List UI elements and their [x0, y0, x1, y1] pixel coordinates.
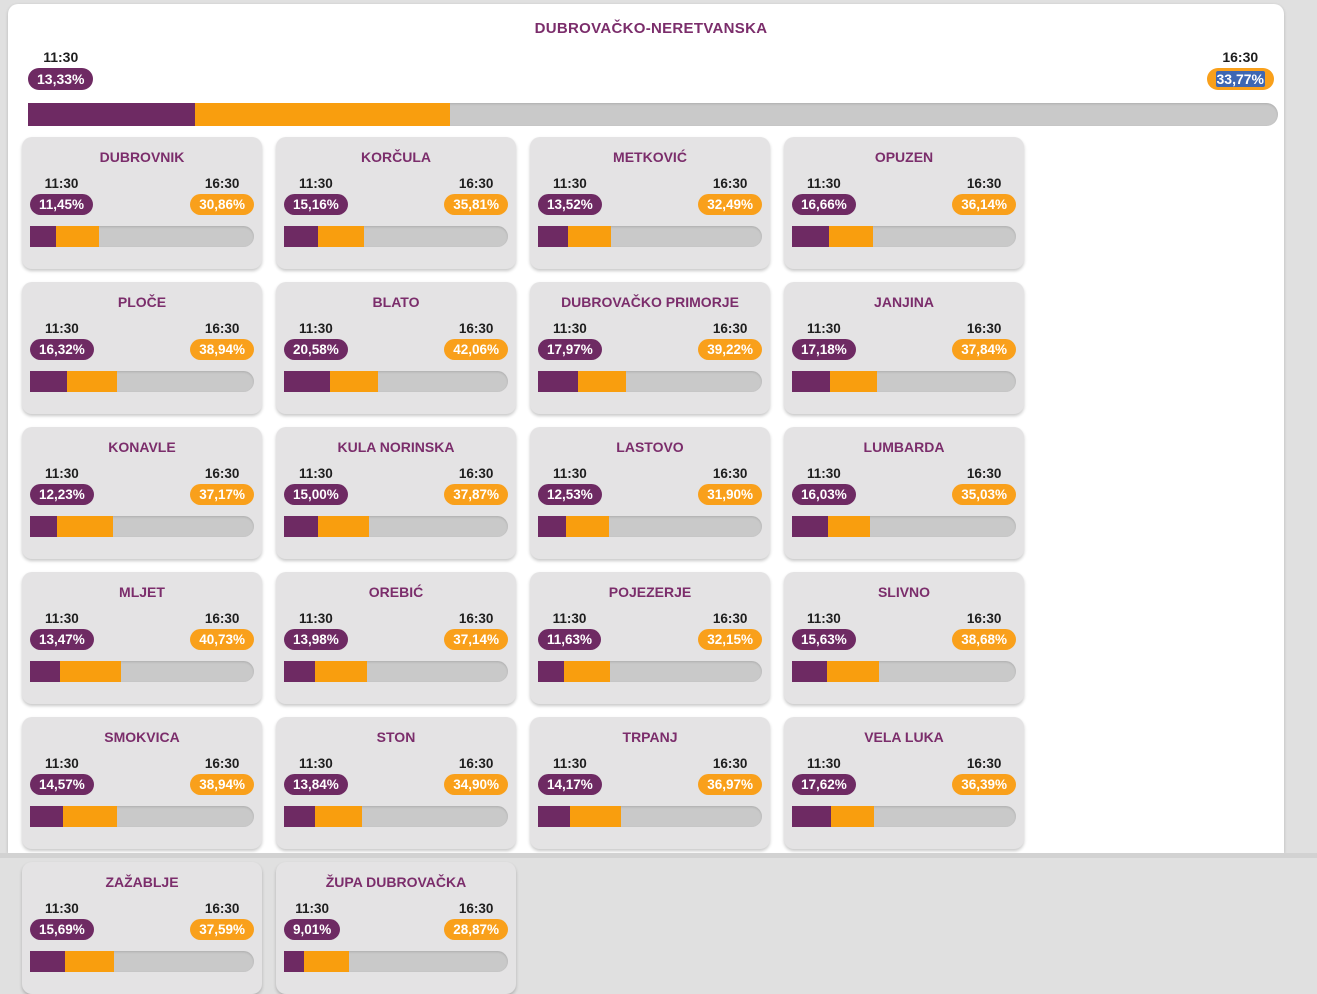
- municipality-name: JANJINA: [874, 294, 934, 310]
- region-turnout-bar-late-fill: [195, 103, 451, 126]
- municipality-card[interactable]: [530, 282, 770, 414]
- turnout-bar-track: [30, 226, 254, 247]
- municipality-name: KORČULA: [361, 149, 431, 165]
- turnout-bar-late-fill: [318, 226, 364, 247]
- municipality-name: SLIVNO: [877, 584, 931, 600]
- card-early-block: [792, 321, 856, 360]
- municipality-card[interactable]: [530, 572, 770, 704]
- turnout-bar-late-fill: [831, 806, 873, 827]
- time-early-label: 11:30: [552, 611, 587, 626]
- card-late-block: [698, 466, 762, 505]
- municipality-name: KULA NORINSKA: [337, 439, 455, 455]
- turnout-bar-track: [284, 226, 508, 247]
- turnout-bar-early-fill: [538, 226, 568, 247]
- municipality-card[interactable]: [784, 572, 1024, 704]
- municipality-name: ZAŽABLJE: [105, 874, 179, 890]
- turnout-bar-early-fill: [30, 371, 67, 392]
- card-early-block: [792, 176, 856, 215]
- turnout-late-badge: 32,49%: [698, 194, 762, 215]
- turnout-bar-early-fill: [792, 661, 827, 682]
- turnout-late-badge: 37,17%: [190, 484, 254, 505]
- turnout-late-badge: 32,15%: [698, 629, 762, 650]
- turnout-bar-late-fill: [830, 371, 876, 392]
- turnout-bar-late-fill: [304, 951, 348, 972]
- card-late-block: [952, 466, 1016, 505]
- time-late-label: 16:30: [204, 611, 240, 626]
- time-late-label: 16:30: [712, 466, 748, 481]
- municipality-card[interactable]: [22, 572, 262, 704]
- card-time-row: [792, 466, 1016, 505]
- turnout-late-badge: 36,97%: [698, 774, 762, 795]
- time-early-label: 11:30: [553, 176, 587, 191]
- turnout-bar-early-fill: [792, 226, 829, 247]
- turnout-bar-early-fill: [538, 806, 570, 827]
- turnout-early-badge: 16,03%: [792, 484, 856, 505]
- card-late-block: [698, 611, 762, 650]
- turnout-bar-late-fill: [315, 661, 367, 682]
- card-time-row: [284, 176, 508, 215]
- turnout-early-badge: 15,00%: [284, 484, 348, 505]
- turnout-early-badge: 17,18%: [792, 339, 856, 360]
- card-early-block: [284, 756, 348, 795]
- turnout-early-badge: 14,57%: [30, 774, 94, 795]
- turnout-bar-track: [538, 516, 762, 537]
- card-early-block: [792, 611, 856, 650]
- card-late-block: [190, 321, 254, 360]
- municipality-card[interactable]: [276, 137, 516, 269]
- time-late-label: 16:30: [204, 321, 240, 336]
- region-turnout-bar-early-fill: [28, 103, 195, 126]
- turnout-bar-late-fill: [63, 806, 118, 827]
- card-time-row: [538, 466, 762, 505]
- card-late-block: [190, 901, 254, 940]
- turnout-bar-track: [792, 661, 1016, 682]
- turnout-bar-track: [538, 371, 762, 392]
- time-early-label: 11:30: [299, 321, 333, 336]
- municipality-name: PLOČE: [117, 294, 167, 310]
- turnout-bar-early-fill: [30, 226, 56, 247]
- time-early-label: 11:30: [45, 756, 79, 771]
- card-late-block: [698, 176, 762, 215]
- turnout-bar-late-fill: [570, 806, 621, 827]
- time-early-label: 11:30: [299, 756, 333, 771]
- card-late-block: [698, 756, 762, 795]
- turnout-late-badge: 37,87%: [444, 484, 508, 505]
- turnout-late-badge: 37,59%: [190, 919, 254, 940]
- time-late-label: 16:30: [204, 901, 240, 916]
- turnout-bar-early-fill: [30, 806, 63, 827]
- time-late-label: 16:30: [458, 321, 494, 336]
- municipality-card[interactable]: [784, 717, 1024, 849]
- card-time-row: [30, 901, 254, 940]
- municipality-name: OREBIĆ: [368, 584, 424, 600]
- turnout-bar-late-fill: [56, 226, 99, 247]
- turnout-early-badge: 17,97%: [538, 339, 602, 360]
- municipality-name: LUMBARDA: [863, 439, 945, 455]
- municipality-name: TRPANJ: [622, 729, 678, 745]
- time-early-label: 11:30: [807, 611, 841, 626]
- region-turnout-early-badge: 13,33%: [28, 68, 93, 90]
- municipality-card[interactable]: [530, 137, 770, 269]
- card-late-block: [444, 466, 508, 505]
- time-early-label: 11:30: [553, 756, 587, 771]
- municipality-name: LASTOVO: [616, 439, 684, 455]
- card-early-block: [538, 176, 602, 215]
- turnout-bar-late-fill: [318, 516, 369, 537]
- time-late-label: 16:30: [204, 176, 240, 191]
- card-time-row: [284, 756, 508, 795]
- municipality-name: BLATO: [372, 294, 420, 310]
- card-late-block: [952, 611, 1016, 650]
- turnout-early-badge: 15,63%: [792, 629, 856, 650]
- card-late-block: [444, 611, 508, 650]
- municipality-card[interactable]: [22, 137, 262, 269]
- municipality-card[interactable]: [276, 572, 516, 704]
- turnout-early-badge: 11,63%: [538, 629, 601, 650]
- turnout-bar-late-fill: [829, 226, 873, 247]
- card-early-block: [30, 611, 94, 650]
- turnout-late-badge: 35,81%: [444, 194, 508, 215]
- card-late-block: [698, 321, 762, 360]
- turnout-late-badge: 39,22%: [698, 339, 762, 360]
- turnout-early-badge: 13,52%: [538, 194, 602, 215]
- time-late-label: 16:30: [712, 756, 748, 771]
- card-late-block: [190, 756, 254, 795]
- time-late-label: 16:30: [458, 176, 494, 191]
- time-early-label: 11:30: [553, 466, 587, 481]
- card-time-row: [792, 176, 1016, 215]
- card-time-row: [792, 756, 1016, 795]
- municipality-name: SMOKVICA: [104, 729, 180, 745]
- turnout-early-badge: 12,53%: [538, 484, 602, 505]
- card-time-row: [30, 756, 254, 795]
- selected-text: 33,77%: [1216, 71, 1264, 87]
- turnout-late-badge: 35,03%: [952, 484, 1016, 505]
- municipality-name: KONAVLE: [108, 439, 176, 455]
- card-late-block: [444, 901, 508, 940]
- time-late-label: 16:30: [712, 321, 748, 336]
- card-time-row: [538, 321, 762, 360]
- time-early-label: 11:30: [807, 756, 841, 771]
- turnout-bar-late-fill: [65, 951, 114, 972]
- card-late-block: [444, 176, 508, 215]
- turnout-bar-late-fill: [564, 661, 610, 682]
- card-time-row: [30, 321, 254, 360]
- turnout-early-badge: 9,01%: [284, 919, 340, 940]
- municipality-name: OPUZEN: [874, 149, 934, 165]
- time-late-label: 16:30: [458, 466, 494, 481]
- card-early-block: [30, 176, 93, 215]
- turnout-bar-late-fill: [60, 661, 121, 682]
- turnout-bar-track: [30, 516, 254, 537]
- turnout-early-badge: 17,62%: [792, 774, 856, 795]
- turnout-early-badge: 16,32%: [30, 339, 94, 360]
- turnout-bar-early-fill: [284, 371, 330, 392]
- municipality-name: POJEZERJE: [608, 584, 692, 600]
- turnout-bar-track: [30, 661, 254, 682]
- municipality-card[interactable]: [784, 427, 1024, 559]
- card-late-block: [190, 466, 254, 505]
- turnout-bar-track: [792, 371, 1016, 392]
- turnout-late-badge: 31,90%: [698, 484, 762, 505]
- region-early-block: [28, 49, 93, 90]
- card-early-block: [284, 321, 348, 360]
- results-panel: [8, 4, 1284, 937]
- turnout-bar-track: [284, 371, 508, 392]
- time-early-label: 11:30: [45, 901, 79, 916]
- turnout-bar-late-fill: [67, 371, 118, 392]
- card-early-block: [30, 321, 94, 360]
- card-time-row: [284, 901, 508, 940]
- turnout-early-badge: 16,66%: [792, 194, 856, 215]
- turnout-late-badge: 36,39%: [952, 774, 1016, 795]
- time-late-label: 16:30: [712, 611, 748, 626]
- time-late-label: 16:30: [204, 466, 240, 481]
- turnout-bar-track: [284, 951, 508, 972]
- time-early-label: 11:30: [295, 901, 330, 916]
- card-time-row: [792, 321, 1016, 360]
- card-late-block: [952, 176, 1016, 215]
- time-early-label: 11:30: [44, 176, 79, 191]
- municipality-name: DUBROVAČKO PRIMORJE: [561, 294, 739, 310]
- turnout-early-badge: 13,84%: [284, 774, 348, 795]
- municipality-card[interactable]: [784, 282, 1024, 414]
- turnout-bar-track: [538, 226, 762, 247]
- turnout-bar-late-fill: [566, 516, 609, 537]
- card-time-row: [30, 176, 254, 215]
- card-late-block: [444, 321, 508, 360]
- card-early-block: [792, 756, 856, 795]
- turnout-bar-early-fill: [284, 516, 318, 537]
- turnout-late-badge: 38,94%: [190, 339, 254, 360]
- region-title: DUBROVAČKO-NERETVANSKA: [534, 20, 768, 37]
- card-early-block: [30, 756, 94, 795]
- turnout-bar-late-fill: [57, 516, 113, 537]
- turnout-bar-early-fill: [30, 516, 57, 537]
- card-early-block: [538, 611, 601, 650]
- region-time-early-label: 11:30: [43, 49, 79, 65]
- card-late-block: [190, 176, 254, 215]
- turnout-bar-track: [30, 951, 254, 972]
- municipality-card[interactable]: [530, 427, 770, 559]
- time-early-label: 11:30: [807, 176, 841, 191]
- region-late-block: [1207, 49, 1274, 90]
- time-late-label: 16:30: [712, 176, 748, 191]
- region-summary: [8, 4, 1284, 126]
- time-early-label: 11:30: [299, 611, 333, 626]
- turnout-bar-late-fill: [827, 661, 879, 682]
- card-late-block: [190, 611, 254, 650]
- card-late-block: [444, 756, 508, 795]
- time-early-label: 11:30: [299, 466, 333, 481]
- turnout-bar-early-fill: [30, 951, 65, 972]
- turnout-bar-track: [30, 806, 254, 827]
- turnout-bar-early-fill: [538, 516, 566, 537]
- turnout-early-badge: 12,23%: [30, 484, 94, 505]
- turnout-early-badge: 13,98%: [284, 629, 348, 650]
- turnout-late-badge: 36,14%: [952, 194, 1016, 215]
- time-late-label: 16:30: [966, 466, 1002, 481]
- time-late-label: 16:30: [458, 901, 494, 916]
- turnout-bar-track: [792, 806, 1016, 827]
- turnout-bar-early-fill: [792, 371, 830, 392]
- municipality-name: METKOVIĆ: [613, 149, 687, 165]
- turnout-early-badge: 13,47%: [30, 629, 94, 650]
- turnout-bar-track: [538, 661, 762, 682]
- card-early-block: [284, 176, 348, 215]
- turnout-bar-early-fill: [284, 226, 318, 247]
- time-late-label: 16:30: [458, 756, 494, 771]
- region-turnout-bar-track: [28, 103, 1278, 126]
- time-early-label: 11:30: [807, 466, 841, 481]
- municipality-card[interactable]: [784, 137, 1024, 269]
- card-time-row: [30, 466, 254, 505]
- time-late-label: 16:30: [966, 176, 1002, 191]
- card-late-block: [952, 321, 1016, 360]
- turnout-early-badge: 15,16%: [284, 194, 348, 215]
- time-early-label: 11:30: [45, 611, 79, 626]
- time-early-label: 11:30: [45, 321, 79, 336]
- turnout-bar-early-fill: [792, 806, 831, 827]
- turnout-bar-track: [284, 516, 508, 537]
- turnout-late-badge: 38,94%: [190, 774, 254, 795]
- municipality-name: DUBROVNIK: [99, 149, 185, 165]
- card-time-row: [538, 756, 762, 795]
- turnout-early-badge: 20,58%: [284, 339, 348, 360]
- turnout-bar-early-fill: [30, 661, 60, 682]
- time-late-label: 16:30: [966, 321, 1002, 336]
- turnout-bar-track: [284, 661, 508, 682]
- turnout-late-badge: 37,14%: [444, 629, 508, 650]
- time-late-label: 16:30: [458, 611, 494, 626]
- turnout-early-badge: 15,69%: [30, 919, 94, 940]
- turnout-bar-late-fill: [828, 516, 871, 537]
- card-early-block: [284, 901, 340, 940]
- municipality-card[interactable]: [22, 862, 262, 994]
- turnout-bar-early-fill: [538, 661, 564, 682]
- turnout-bar-early-fill: [538, 371, 578, 392]
- municipality-name: STON: [376, 729, 416, 745]
- card-time-row: [30, 611, 254, 650]
- region-turnout-late-badge: [1207, 68, 1274, 90]
- municipality-name: MLJET: [119, 584, 165, 600]
- turnout-bar-early-fill: [284, 806, 315, 827]
- region-time-row: [28, 49, 1274, 90]
- municipality-name: ŽUPA DUBROVAČKA: [325, 874, 467, 890]
- card-late-block: [952, 756, 1016, 795]
- municipality-card[interactable]: [22, 427, 262, 559]
- turnout-late-badge: 37,84%: [952, 339, 1016, 360]
- card-time-row: [284, 466, 508, 505]
- time-early-label: 11:30: [807, 321, 841, 336]
- card-early-block: [538, 756, 602, 795]
- turnout-bar-track: [538, 806, 762, 827]
- turnout-early-badge: 11,45%: [30, 194, 93, 215]
- card-time-row: [538, 176, 762, 215]
- municipality-card[interactable]: [276, 717, 516, 849]
- turnout-bar-track: [284, 806, 508, 827]
- card-early-block: [284, 611, 348, 650]
- turnout-bar-early-fill: [792, 516, 828, 537]
- municipality-card[interactable]: [530, 717, 770, 849]
- turnout-late-badge: 38,68%: [952, 629, 1016, 650]
- turnout-bar-track: [792, 226, 1016, 247]
- time-late-label: 16:30: [966, 756, 1002, 771]
- municipality-grid: [8, 126, 1284, 994]
- turnout-bar-late-fill: [578, 371, 626, 392]
- municipality-card[interactable]: [276, 862, 516, 994]
- municipality-card[interactable]: [22, 282, 262, 414]
- time-early-label: 11:30: [299, 176, 333, 191]
- turnout-bar-track: [30, 371, 254, 392]
- card-early-block: [30, 466, 94, 505]
- turnout-early-badge: 14,17%: [538, 774, 602, 795]
- card-time-row: [538, 611, 762, 650]
- card-early-block: [538, 466, 602, 505]
- turnout-bar-late-fill: [568, 226, 610, 247]
- turnout-late-badge: 30,86%: [190, 194, 254, 215]
- turnout-bar-late-fill: [330, 371, 378, 392]
- time-early-label: 11:30: [45, 466, 79, 481]
- turnout-late-badge: 40,73%: [190, 629, 254, 650]
- region-time-late-label: 16:30: [1222, 49, 1259, 65]
- card-early-block: [30, 901, 94, 940]
- time-late-label: 16:30: [966, 611, 1002, 626]
- card-early-block: [792, 466, 856, 505]
- card-time-row: [284, 611, 508, 650]
- turnout-late-badge: 34,90%: [444, 774, 508, 795]
- card-early-block: [284, 466, 348, 505]
- turnout-bar-track: [792, 516, 1016, 537]
- time-early-label: 11:30: [553, 321, 587, 336]
- turnout-late-badge: 42,06%: [444, 339, 508, 360]
- municipality-card[interactable]: [22, 717, 262, 849]
- time-late-label: 16:30: [204, 756, 240, 771]
- next-section-edge: [0, 853, 1317, 858]
- turnout-bar-late-fill: [315, 806, 362, 827]
- turnout-late-badge: 28,87%: [444, 919, 508, 940]
- turnout-bar-early-fill: [284, 661, 315, 682]
- turnout-bar-early-fill: [284, 951, 304, 972]
- card-early-block: [538, 321, 602, 360]
- card-time-row: [284, 321, 508, 360]
- municipality-card[interactable]: [276, 427, 516, 559]
- municipality-card[interactable]: [276, 282, 516, 414]
- municipality-name: VELA LUKA: [864, 729, 944, 745]
- card-time-row: [792, 611, 1016, 650]
